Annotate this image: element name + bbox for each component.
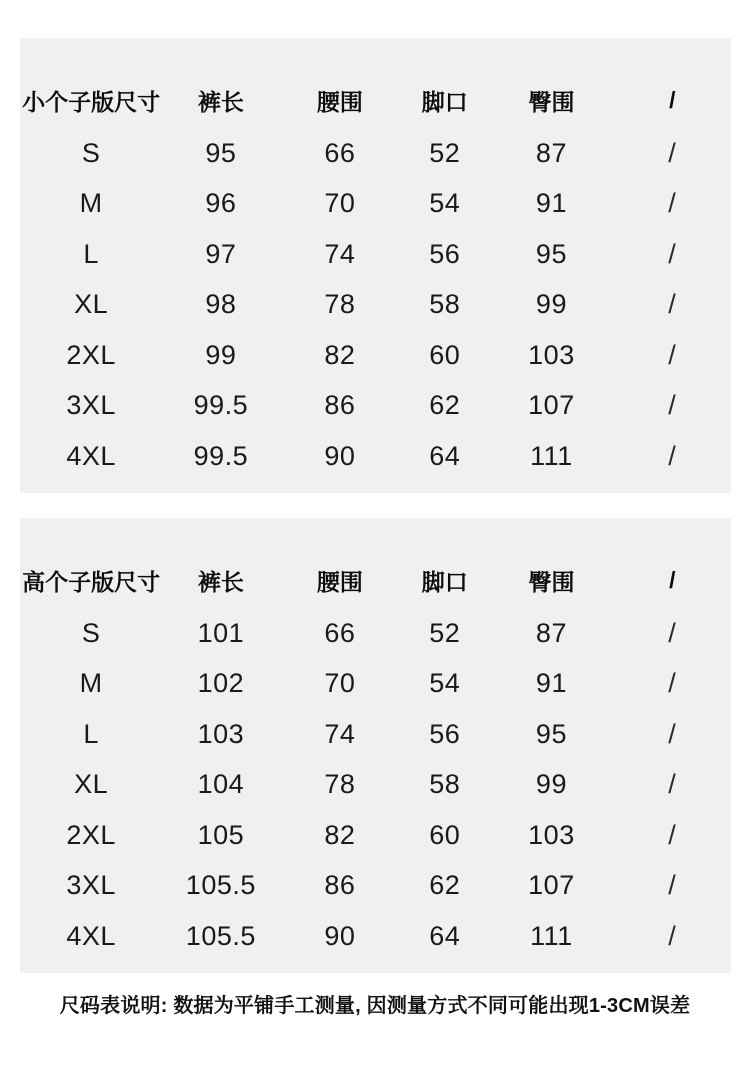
slash-cell: / xyxy=(668,188,677,219)
measurement-cell: 91 xyxy=(535,668,567,699)
table-row xyxy=(20,229,731,280)
size-label-cell: L xyxy=(83,238,99,269)
slash-cell: / xyxy=(668,289,677,320)
table-row xyxy=(20,760,731,811)
measurement-cell: 98 xyxy=(205,289,237,320)
measurement-cell: 104 xyxy=(197,769,245,800)
measurement-cell: 66 xyxy=(324,617,356,648)
column-header: 腰围 xyxy=(316,568,363,595)
column-header: 臀围 xyxy=(528,88,575,115)
measurement-cell: 90 xyxy=(324,920,356,951)
size-label-cell: L xyxy=(83,718,99,749)
measurement-cell: 70 xyxy=(324,188,356,219)
measurement-cell: 64 xyxy=(429,920,461,951)
size-label-cell: 4XL xyxy=(66,920,116,951)
table-title: 高个子版尺寸 xyxy=(22,568,161,595)
table-row xyxy=(20,179,731,230)
measurement-cell: 86 xyxy=(324,870,356,901)
table-row xyxy=(20,810,731,861)
measurement-cell: 99.5 xyxy=(193,390,249,421)
measurement-cell: 87 xyxy=(535,617,567,648)
measurement-cell: 107 xyxy=(528,390,575,421)
measurement-cell: 70 xyxy=(324,668,356,699)
column-header: 裤长 xyxy=(197,88,244,115)
measurement-cell: 62 xyxy=(429,870,461,901)
measurement-cell: 95 xyxy=(535,718,567,749)
measurement-cell: 105.5 xyxy=(185,870,256,901)
measurement-cell: 99 xyxy=(535,769,567,800)
measurement-cell: 99 xyxy=(205,339,237,370)
measurement-cell: 103 xyxy=(528,339,575,370)
measurement-cell: 64 xyxy=(429,440,461,471)
size-label-cell: 4XL xyxy=(66,440,116,471)
measurement-cell: 56 xyxy=(429,718,461,749)
measurement-cell: 60 xyxy=(429,339,461,370)
measurement-cell: 105.5 xyxy=(185,920,256,951)
measurement-cell: 74 xyxy=(324,718,356,749)
slash-cell: / xyxy=(668,440,677,471)
slash-cell: / xyxy=(668,819,677,850)
column-header: 脚口 xyxy=(421,88,468,115)
size-label-cell: XL xyxy=(74,769,109,800)
column-header: 腰围 xyxy=(316,88,363,115)
table-row xyxy=(20,861,731,912)
measurement-cell: 52 xyxy=(429,137,461,168)
slash-cell: / xyxy=(668,137,677,168)
table-row xyxy=(20,709,731,760)
measurement-cell: 111 xyxy=(530,920,573,951)
table-header-row xyxy=(20,72,731,128)
size-table-tall xyxy=(20,518,731,973)
measurement-cell: 91 xyxy=(535,188,567,219)
slash-cell: / xyxy=(668,238,677,269)
measurement-cell: 99 xyxy=(535,289,567,320)
size-label-cell: M xyxy=(79,188,103,219)
measurement-cell: 60 xyxy=(429,819,461,850)
measurement-cell: 95 xyxy=(535,238,567,269)
column-header-slash: / xyxy=(669,86,676,113)
table-row xyxy=(20,608,731,659)
measurement-cell: 54 xyxy=(429,668,461,699)
size-label-cell: 2XL xyxy=(66,819,116,850)
slash-cell: / xyxy=(668,920,677,951)
slash-cell: / xyxy=(668,668,677,699)
measurement-cell: 82 xyxy=(324,819,356,850)
table-row xyxy=(20,659,731,710)
slash-cell: / xyxy=(668,718,677,749)
column-header: 裤长 xyxy=(197,568,244,595)
table-row xyxy=(20,128,731,179)
measurement-cell: 87 xyxy=(535,137,567,168)
size-table-petite xyxy=(20,38,731,493)
measurement-cell: 54 xyxy=(429,188,461,219)
measurement-cell: 105 xyxy=(197,819,245,850)
size-label-cell: XL xyxy=(74,289,109,320)
measurement-cell: 101 xyxy=(197,617,245,648)
table-row xyxy=(20,381,731,432)
table-title: 小个子版尺寸 xyxy=(22,88,161,115)
measurement-cell: 86 xyxy=(324,390,356,421)
measurement-cell: 90 xyxy=(324,440,356,471)
column-header: 脚口 xyxy=(421,568,468,595)
measurement-cell: 99.5 xyxy=(193,440,249,471)
measurement-cell: 62 xyxy=(429,390,461,421)
measurement-cell: 103 xyxy=(197,718,245,749)
measurement-cell: 78 xyxy=(324,289,356,320)
table-row xyxy=(20,911,731,962)
measurement-cell: 82 xyxy=(324,339,356,370)
slash-cell: / xyxy=(668,870,677,901)
measurement-cell: 111 xyxy=(530,440,573,471)
measurement-cell: 102 xyxy=(197,668,245,699)
slash-cell: / xyxy=(668,617,677,648)
table-row xyxy=(20,330,731,381)
table-header-row xyxy=(20,552,731,608)
slash-cell: / xyxy=(668,390,677,421)
size-label-cell: S xyxy=(81,137,101,168)
measurement-cell: 58 xyxy=(429,289,461,320)
column-header: 臀围 xyxy=(528,568,575,595)
slash-cell: / xyxy=(668,339,677,370)
measurement-cell: 74 xyxy=(324,238,356,269)
table-body xyxy=(20,128,731,482)
measurement-cell: 97 xyxy=(205,238,237,269)
measurement-cell: 78 xyxy=(324,769,356,800)
measurement-cell: 58 xyxy=(429,769,461,800)
column-header-slash: / xyxy=(669,566,676,593)
measurement-cell: 66 xyxy=(324,137,356,168)
size-label-cell: 3XL xyxy=(66,870,116,901)
measurement-cell: 52 xyxy=(429,617,461,648)
measurement-cell: 107 xyxy=(528,870,575,901)
size-label-cell: 2XL xyxy=(66,339,116,370)
measurement-cell: 95 xyxy=(205,137,237,168)
table-row xyxy=(20,280,731,331)
size-label-cell: M xyxy=(79,668,103,699)
size-label-cell: S xyxy=(81,617,101,648)
measurement-cell: 96 xyxy=(205,188,237,219)
size-chart-footnote: 尺码表说明: 数据为平铺手工测量, 因测量方式不同可能出现1-3CM误差 xyxy=(59,995,691,1017)
measurement-cell: 56 xyxy=(429,238,461,269)
table-row xyxy=(20,431,731,482)
measurement-cell: 103 xyxy=(528,819,575,850)
size-label-cell: 3XL xyxy=(66,390,116,421)
table-body xyxy=(20,608,731,962)
slash-cell: / xyxy=(668,769,677,800)
